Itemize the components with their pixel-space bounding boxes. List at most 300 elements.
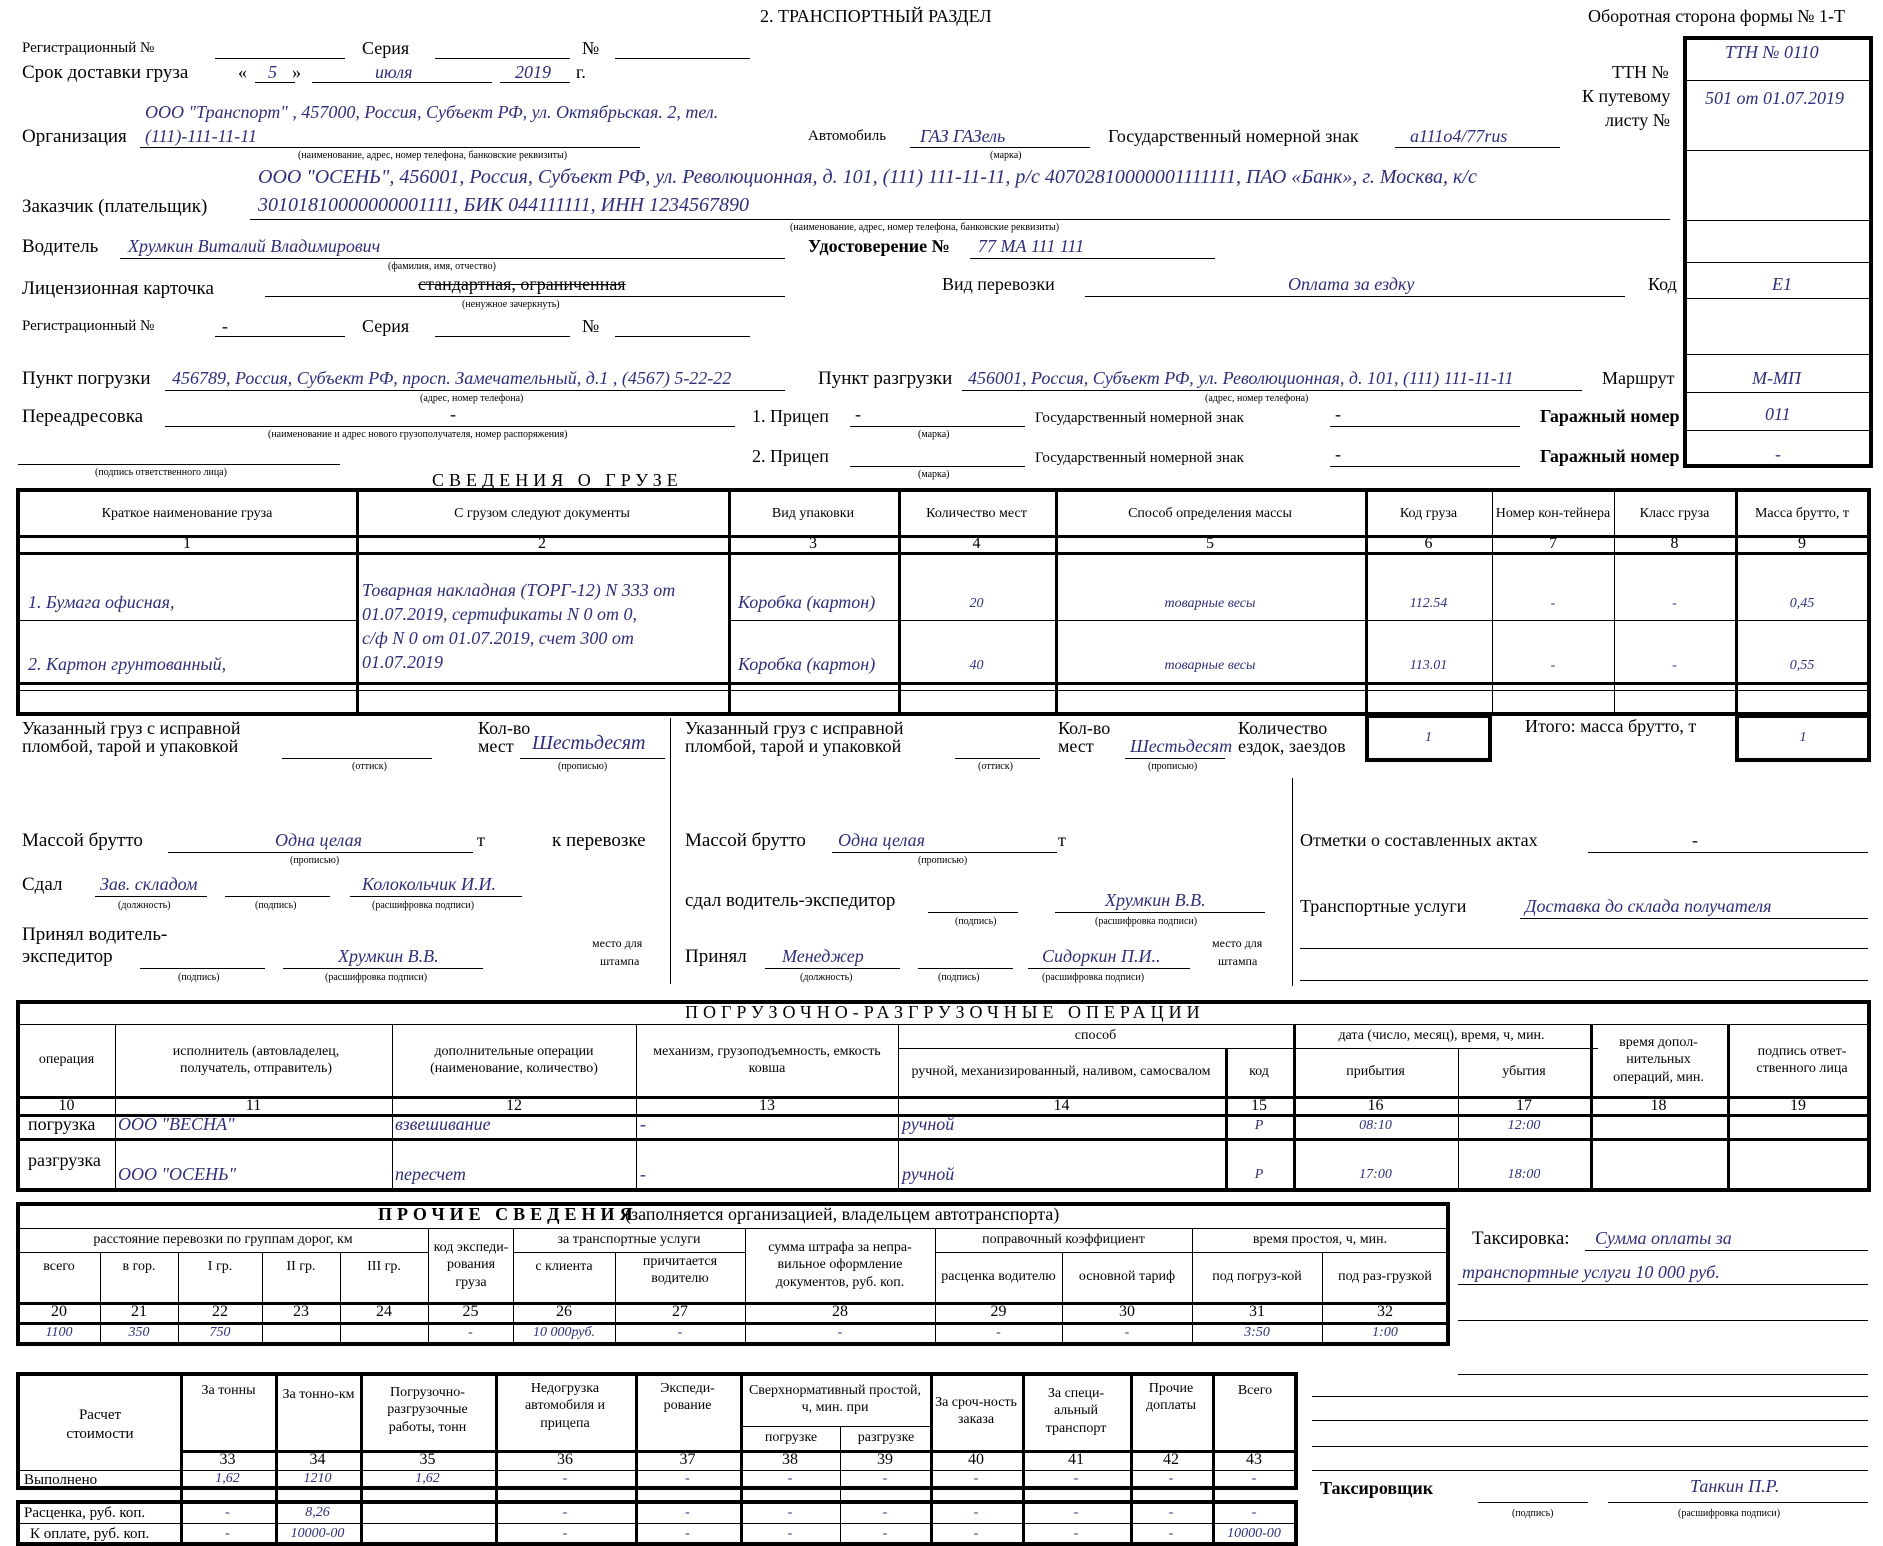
cost-num: 37 [679, 1451, 696, 1468]
other-h-dist: расстояние перевозки по группам дорог, км [93, 1232, 353, 1248]
trailer1-plate-label: Государственный номерной знак [1035, 410, 1244, 426]
loading-row-2-exec: ООО "ОСЕНЬ" [118, 1164, 237, 1184]
gave-position-hint: (должность) [118, 900, 171, 911]
other-val-total: 1100 [45, 1325, 73, 1341]
gross-right-value: Одна целая [838, 830, 925, 850]
year-line[interactable] [500, 82, 570, 83]
loading-num: 16 [1367, 1097, 1384, 1114]
trailer2-label: 2. Прицеп [752, 446, 829, 466]
org-line[interactable] [140, 147, 640, 148]
month-line[interactable] [312, 82, 492, 83]
cost-num: 39 [877, 1451, 893, 1468]
loading-row-1-dep: 12:00 [1507, 1118, 1541, 1134]
other-h-g3: III гр. [367, 1259, 401, 1275]
loading-row-1-method: ручной [902, 1114, 955, 1134]
loading-row-1-add: взвешивание [395, 1114, 491, 1134]
trips-value: 1 [1425, 730, 1432, 746]
seal-left-stamp-hint: (оттиск) [352, 761, 387, 772]
loading-h-date: дата (число, месяц), время, ч, мин. [1338, 1028, 1545, 1044]
driver-line[interactable] [120, 258, 785, 259]
other-h-services: за транспортные услуги [557, 1232, 701, 1248]
seal-right-line-2: пломбой, тарой и упаковкой [685, 736, 902, 756]
other-num: 23 [293, 1303, 309, 1320]
driver-gave-name-line[interactable] [1055, 912, 1265, 913]
loading-h-exec: исполнитель (автовладелец, получатель, отправитель) [172, 1043, 340, 1076]
tax-line-3-rule[interactable] [1458, 1320, 1868, 1321]
loading-num: 13 [759, 1097, 775, 1114]
cargo-num: 8 [1670, 535, 1679, 552]
cargo-header-7: Номер кон-тейнера [1495, 505, 1611, 521]
driver-gave-sign-line[interactable] [928, 912, 1018, 913]
trailer1-hint: (марка) [918, 429, 950, 440]
other-h-idle-unload: под раз-грузкой [1338, 1269, 1432, 1285]
delivery-day: 5 [268, 62, 277, 82]
accepted-label-1: Принял водитель- [22, 924, 168, 945]
tax-line-6-rule[interactable] [1312, 1420, 1868, 1421]
loading-row-2-arr: 17:00 [1359, 1167, 1392, 1183]
other-val-city: 350 [128, 1325, 150, 1341]
acts-line[interactable] [1588, 852, 1868, 853]
other-title-note: (заполняется организацией, владельцем автотранспорта) [625, 1204, 1060, 1224]
delivery-label: Срок доставки груза [22, 62, 189, 83]
auto-line[interactable] [910, 147, 1090, 148]
driver-hint: (фамилия, имя, отчество) [388, 261, 496, 272]
cargo-header-9: Масса брутто, т [1754, 505, 1850, 521]
seal-left-line-1: Указанный груз с исправной [22, 718, 241, 738]
other-h-g2: II гр. [286, 1259, 316, 1275]
cargo-num: 5 [1206, 535, 1214, 552]
license-label: Лицензионная карточка [22, 278, 214, 299]
load-point-label: Пункт погрузки [22, 368, 151, 389]
receiver-sign-line[interactable] [918, 968, 1013, 969]
loading-h-op: операция [38, 1052, 95, 1068]
cost-row-3-label: К оплате, руб. коп. [30, 1526, 150, 1542]
tax-line-1: Сумма оплаты за [1595, 1228, 1732, 1248]
reg2-line[interactable] [215, 336, 345, 337]
cargo-num: 6 [1424, 535, 1433, 552]
other-h-coef: поправочный коэффициент [982, 1232, 1145, 1248]
services-line[interactable] [1520, 918, 1868, 919]
other-h-g1: I гр. [207, 1259, 233, 1275]
cost-row-3-c40: - [973, 1526, 979, 1542]
receiver-name: Сидоркин П.И.. [1042, 946, 1161, 966]
cost-row-2-c41: - [1073, 1504, 1079, 1520]
cost-num: 34 [309, 1451, 326, 1468]
handover-divider [670, 718, 671, 984]
loading-num: 18 [1650, 1097, 1667, 1114]
accepted-name: Хрумкин В.В. [338, 946, 439, 966]
cost-row-2-c34: 8,26 [305, 1504, 330, 1520]
tax-line-2: транспортные услуги 10 000 руб. [1462, 1262, 1720, 1282]
cost-row-3-c43: 10000-00 [1227, 1526, 1281, 1542]
other-val-exp: - [468, 1325, 473, 1341]
cargo-header-6: Код груза [1399, 505, 1458, 521]
accepted-sign-line[interactable] [140, 968, 265, 969]
unload-point-value: 456001, Россия, Субъект РФ, ул. Революционная, д. 101, (111) 111-11-11 [968, 368, 1514, 388]
waybill-value: 501 от 01.07.2019 [1705, 88, 1844, 108]
stamp-place-2: штампа [600, 954, 640, 968]
other-h-idle-load: под погруз-кой [1212, 1269, 1302, 1285]
gross-right-line[interactable] [832, 852, 1057, 853]
trailer2-line[interactable] [850, 466, 1025, 467]
gave-sign-line[interactable] [225, 896, 330, 897]
no-label: № [582, 38, 600, 58]
receiver-name-hint: (расшифровка подписи) [1042, 972, 1145, 983]
driver-value: Хрумкин Виталий Владимирович [128, 236, 381, 256]
other-num: 29 [990, 1303, 1007, 1320]
cost-row-1-c33: 1,62 [215, 1471, 240, 1487]
loading-num: 10 [58, 1097, 75, 1114]
other-num: 28 [832, 1303, 848, 1320]
cargo-row-1-mass: 0,45 [1789, 596, 1815, 612]
trailer2-hint: (марка) [918, 469, 950, 480]
cargo-row-2-name: 2. Картон грунтованный, [28, 654, 227, 674]
day-line[interactable] [255, 82, 295, 83]
loading-num: 11 [245, 1097, 262, 1114]
cargo-row-1-code: 112.54 [1409, 596, 1448, 612]
cargo-row-2-qty: 40 [969, 658, 984, 674]
load-point-line[interactable] [165, 390, 785, 391]
cost-row-1-c40: - [973, 1471, 979, 1487]
seal-right-qty-value: Шестьдесят [1130, 736, 1233, 756]
cost-row-3-c34: 10000-00 [290, 1526, 345, 1542]
no2-label: № [582, 316, 600, 336]
accepted-sign-hint: (подпись) [178, 972, 220, 983]
tax-line-8-rule[interactable] [1312, 1470, 1868, 1471]
receiver-name-line[interactable] [1028, 968, 1190, 969]
cost-h-other: Прочие доплаты [1146, 1380, 1196, 1413]
delivery-month: июля [375, 62, 413, 82]
tax-line-4-rule[interactable] [1458, 1374, 1868, 1375]
loading-row-2-dep: 18:00 [1507, 1167, 1541, 1183]
series2-line[interactable] [435, 336, 570, 337]
readdress-line[interactable] [165, 426, 735, 427]
gross-right-label: Массой брутто [685, 830, 806, 851]
loading-num: 19 [1790, 1097, 1806, 1114]
gross-left-line[interactable] [168, 852, 473, 853]
cargo-docs-line-4: 01.07.2019 [362, 652, 443, 672]
cost-h-tons: За тонны [201, 1383, 256, 1399]
loading-row-2-mech: - [640, 1164, 646, 1184]
cargo-row-line [18, 690, 1869, 691]
cost-row-1-c39: - [882, 1471, 888, 1487]
gross-left-value: Одна целая [275, 830, 362, 850]
seal-right-words-hint: (прописью) [1148, 761, 1198, 772]
cargo-num: 3 [809, 535, 817, 552]
tax-line-2-rule[interactable] [1458, 1284, 1868, 1285]
other-h-driver: причитается водителю [642, 1253, 718, 1286]
transport-kind-label: Вид перевозки [942, 274, 1055, 294]
code-box-row-line [1683, 430, 1873, 431]
cert-line[interactable] [970, 258, 1215, 259]
loading-row-2-op: разгрузка [28, 1150, 101, 1170]
cost-row-2-label: Расценка, руб. коп. [24, 1505, 146, 1521]
no2-line[interactable] [615, 336, 750, 337]
receiver-sign-hint: (подпись) [938, 972, 980, 983]
seal-left-qty-line[interactable] [520, 758, 665, 759]
other-num: 30 [1119, 1303, 1135, 1320]
cost-num: 40 [968, 1451, 984, 1468]
acts-value: - [1692, 830, 1698, 850]
loading-h-mech: механизм, грузоподъемность, емкость ковша [653, 1043, 881, 1076]
cost-row-1-c35: 1,62 [415, 1471, 440, 1487]
cost-row-1-c41: - [1073, 1471, 1079, 1487]
resp-sign-hint: (подпись ответственного лица) [95, 467, 227, 478]
code-value: Е1 [1772, 274, 1792, 294]
trailer1-line[interactable] [850, 426, 1025, 427]
code-box-row-line [1683, 80, 1873, 81]
accepted-label-2: экспедитор [22, 946, 113, 967]
cost-row-3-c35 [360, 1524, 495, 1544]
tax-line-1-rule[interactable] [1585, 1250, 1868, 1251]
cost-row-2-c42: - [1168, 1504, 1174, 1520]
code-label: Код [1648, 274, 1677, 294]
cost-row-3-c37: - [685, 1526, 690, 1542]
cargo-header-2: С грузом следуют документы [454, 505, 630, 521]
tax-line-7-rule[interactable] [1312, 1446, 1868, 1447]
transport-kind-value: Оплата за ездку [1288, 274, 1415, 294]
seal-left-stamp-line[interactable] [282, 758, 432, 759]
loading-num: 12 [506, 1097, 522, 1114]
cargo-row-2-mass: 0,55 [1789, 658, 1815, 674]
cost-h-loading: Погрузочно-разгрузочные работы, тонн [387, 1384, 468, 1435]
other-h-city: в гор. [122, 1259, 156, 1275]
total-mass-value: 1 [1799, 730, 1807, 746]
accepted-name-line[interactable] [283, 968, 483, 969]
gross-left-t: т [477, 830, 485, 850]
trailer2-plate-value: - [1335, 444, 1341, 464]
plate-value: а111о4/77rus [1410, 126, 1508, 146]
other-num: 24 [376, 1303, 392, 1320]
other-val-g2 [262, 1322, 340, 1344]
receiver-label: Принял [685, 946, 747, 967]
loading-h-add: дополнительные операции (наименование, количество) [430, 1043, 598, 1076]
loading-h-extra: время допол-нительных операций, мин. [1613, 1034, 1704, 1085]
gave-position-line[interactable] [95, 896, 207, 897]
cost-num: 33 [219, 1451, 236, 1468]
other-num: 20 [51, 1303, 67, 1320]
reg2-label: Регистрационный № [22, 318, 155, 334]
other-num: 25 [462, 1303, 479, 1320]
auto-label: Автомобиль [808, 128, 887, 144]
loading-row-1-op: погрузка [28, 1114, 96, 1134]
cost-h-sub-unload: разгрузке [857, 1430, 915, 1446]
seal-left-qty-value: Шестьдесят [532, 732, 646, 754]
cost-row-2-c38: - [787, 1504, 793, 1520]
stamp-place-r-2: штампа [1218, 954, 1258, 968]
code-box-row-line [1683, 262, 1873, 263]
trailer2-plate-line[interactable] [1330, 466, 1520, 467]
cost-row-1-c34: 1210 [303, 1471, 332, 1487]
trips-label-2: ездок, заездов [1238, 736, 1346, 756]
cost-h-total: Всего [1237, 1383, 1273, 1399]
services-label: Транспортные услуги [1300, 896, 1467, 916]
cost-num: 36 [557, 1451, 573, 1468]
receiver-position-hint: (должность) [800, 972, 853, 983]
org-line-2: (111)-111-11-11 [145, 126, 257, 146]
cost-num: 35 [419, 1451, 436, 1468]
cost-row-1-c43: - [1251, 1471, 1257, 1487]
driver-gave-name-hint: (расшифровка подписи) [1095, 916, 1198, 927]
license-hint: (ненужное зачеркнуть) [462, 299, 560, 310]
cost-row-1-c38: - [787, 1471, 793, 1487]
other-h-tariff: основной тариф [1078, 1269, 1176, 1285]
seal-right-line-1: Указанный груз с исправной [685, 718, 904, 738]
loading-h-method: способ [1074, 1028, 1117, 1044]
cost-h-idle: Сверхнормативный простой, ч, мин. при [748, 1382, 922, 1415]
cost-row-2-c39: - [882, 1504, 888, 1520]
cargo-docs-line-1: Товарная накладная (ТОРГ-12) N 333 от [362, 580, 676, 600]
trailer1-plate-value: - [1335, 404, 1341, 424]
driver-gave-label: сдал водитель-экспедитор [685, 890, 896, 911]
gave-name: Колокольчик И.И. [362, 874, 497, 894]
cargo-row-line [18, 682, 1869, 685]
no-line[interactable] [615, 58, 750, 59]
reg-line[interactable] [215, 58, 345, 59]
other-title: ПРОЧИЕ СВЕДЕНИЯ [378, 1204, 638, 1224]
other-val-g1: 750 [209, 1325, 231, 1341]
other-num: 26 [556, 1303, 572, 1320]
cargo-header-3: Вид упаковки [771, 505, 855, 521]
series-label: Серия [362, 38, 410, 58]
acts-divider [1292, 778, 1293, 986]
other-val-rate: - [996, 1325, 1001, 1341]
tax-line-5-rule[interactable] [1312, 1396, 1868, 1397]
plate-line[interactable] [1395, 147, 1560, 148]
garage1-value: 011 [1765, 404, 1791, 424]
garage2-label: Гаражный номер [1540, 446, 1680, 466]
seal-right-qty-1: Кол-во [1058, 718, 1111, 738]
cargo-header-8: Класс груза [1639, 505, 1710, 521]
customer-line[interactable] [250, 219, 1670, 220]
trailer2-plate-label: Государственный номерной знак [1035, 450, 1244, 466]
code-box-row-line [1683, 392, 1873, 393]
total-mass-label: Итого: масса брутто, т [1525, 716, 1697, 736]
customer-hint: (наименование, адрес, номер телефона, банковские реквизиты) [790, 222, 1060, 233]
route-label: Маршрут [1602, 368, 1675, 388]
other-val-driver: - [677, 1325, 683, 1341]
load-point-value: 456789, Россия, Субъект РФ, просп. Замечательный, д.1 , (4567) 5-22-22 [172, 368, 732, 388]
readdress-hint: (наименование и адрес нового грузополучателя, номер распоряжения) [268, 429, 568, 440]
license-line[interactable] [265, 296, 785, 297]
plate-label: Государственный номерной знак [1108, 126, 1359, 146]
other-num: 27 [672, 1303, 688, 1320]
cost-label-2: стоимости [66, 1426, 134, 1442]
customer-line-1: ООО "ОСЕНЬ", 456001, Россия, Субъект РФ, ул. Революционная, д. 101, (111) 111-11-11, р/с 40702810000001111111, ПАО «Банк», г. Москва, к/с [258, 166, 1477, 188]
other-val-g3 [340, 1322, 428, 1344]
services-line-3[interactable] [1300, 980, 1868, 981]
loading-row-1-mech: - [640, 1114, 646, 1134]
cost-row-3-c38: - [787, 1526, 793, 1542]
readdress-value: - [450, 404, 456, 424]
to-transport-label: к перевозке [552, 830, 646, 851]
cost-num: 41 [1068, 1451, 1084, 1468]
cost-h-tonkm: За тонно-км [282, 1387, 355, 1403]
unload-point-label: Пункт разгрузки [818, 368, 953, 389]
load-point-hint: (адрес, номер телефона) [420, 393, 524, 404]
cost-row-2-c36: - [562, 1504, 568, 1520]
cost-row-2-c37: - [685, 1504, 690, 1520]
loading-row-2-add: пересчет [395, 1164, 466, 1184]
seal-right-qty-2: мест [1058, 736, 1094, 756]
route-value: М-МП [1752, 368, 1801, 388]
driver-gave-name: Хрумкин В.В. [1105, 890, 1206, 910]
loading-h-dep: убытия [1502, 1064, 1546, 1080]
year-suffix: г. [576, 62, 586, 82]
gross-left-label: Массой брутто [22, 830, 143, 851]
gave-name-hint: (расшифровка подписи) [372, 900, 475, 911]
receiver-position-line[interactable] [765, 968, 900, 969]
garage1-label: Гаражный номер [1540, 406, 1680, 426]
other-val-idle-load: 3:50 [1244, 1325, 1270, 1341]
cargo-num: 9 [1798, 535, 1806, 552]
cost-label [30, 1400, 170, 1450]
accepted-name-hint: (расшифровка подписи) [325, 972, 428, 983]
unload-point-line[interactable] [962, 390, 1582, 391]
loading-h-code: код [1249, 1064, 1269, 1080]
gave-label: Сдал [22, 874, 63, 895]
garage2-value: - [1775, 444, 1781, 464]
series2-label: Серия [362, 316, 410, 336]
resp-sign-line[interactable] [18, 464, 340, 465]
cost-num: 42 [1163, 1451, 1179, 1468]
loading-title: ПОГРУЗОЧНО-РАЗГРУЗОЧНЫЕ ОПЕРАЦИИ [685, 1002, 1205, 1022]
driver-gave-sign-hint: (подпись) [955, 916, 997, 927]
org-label: Организация [22, 126, 127, 147]
cargo-header-1: Краткое наименование груза [101, 505, 273, 521]
taxer-sign-line[interactable] [1478, 1502, 1588, 1503]
cost-row-3-c36: - [562, 1526, 568, 1542]
cost-h-expedition: Экспеди-рование [660, 1380, 715, 1413]
section-title: 2. ТРАНСПОРТНЫЙ РАЗДЕЛ [760, 6, 992, 26]
cert-label: Удостоверение № [808, 236, 950, 256]
day-close: » [292, 62, 301, 82]
cost-h-underload: Недогрузка автомобиля и прицепа [524, 1380, 606, 1431]
code-box-row-line [1683, 298, 1873, 299]
seal-left-line-2: пломбой, тарой и упаковкой [22, 736, 239, 756]
other-num: 21 [131, 1303, 147, 1320]
other-h-fine: сумма штрафа за непра-вильное оформление документов, руб. коп. [768, 1239, 912, 1290]
other-h-rate: расценка водителю [941, 1269, 1056, 1285]
cost-row-3-c41: - [1073, 1526, 1079, 1542]
trailer1-plate-line[interactable] [1330, 426, 1520, 427]
other-val-idle-unload: 1:00 [1372, 1325, 1398, 1341]
cargo-num: 1 [183, 535, 191, 552]
services-line-2[interactable] [1300, 948, 1868, 949]
gave-name-line[interactable] [350, 896, 522, 897]
customer-label: Заказчик (плательщик) [22, 196, 208, 217]
cost-label-1: Расчет [78, 1407, 122, 1424]
taxer-label: Таксировщик [1320, 1478, 1434, 1498]
seal-right-qty-line[interactable] [1125, 758, 1225, 759]
loading-h-sign: подпись ответ-ственного лица [1756, 1043, 1848, 1076]
loading-num: 14 [1053, 1097, 1070, 1114]
cargo-docs-line-2: 01.07.2019, сертификаты N 0 от 0, [362, 604, 637, 624]
cargo-docs-line-3: с/ф N 0 от 01.07.2019, счет 300 от [362, 628, 634, 648]
taxer-name-line[interactable] [1608, 1502, 1868, 1503]
tax-label: Таксировка: [1472, 1228, 1570, 1249]
services-value: Доставка до склада получателя [1525, 896, 1772, 916]
cargo-row-1-pack: Коробка (картон) [738, 592, 876, 612]
other-num: 32 [1377, 1303, 1393, 1320]
ttn-label: ТТН № [1612, 62, 1669, 82]
series-line[interactable] [435, 58, 570, 59]
transport-kind-line[interactable] [1085, 296, 1625, 297]
gross-right-t: т [1058, 830, 1066, 850]
reg2-value: - [222, 316, 228, 336]
seal-right-stamp-line[interactable] [955, 758, 1040, 759]
cargo-row-2-class: - [1672, 658, 1677, 674]
